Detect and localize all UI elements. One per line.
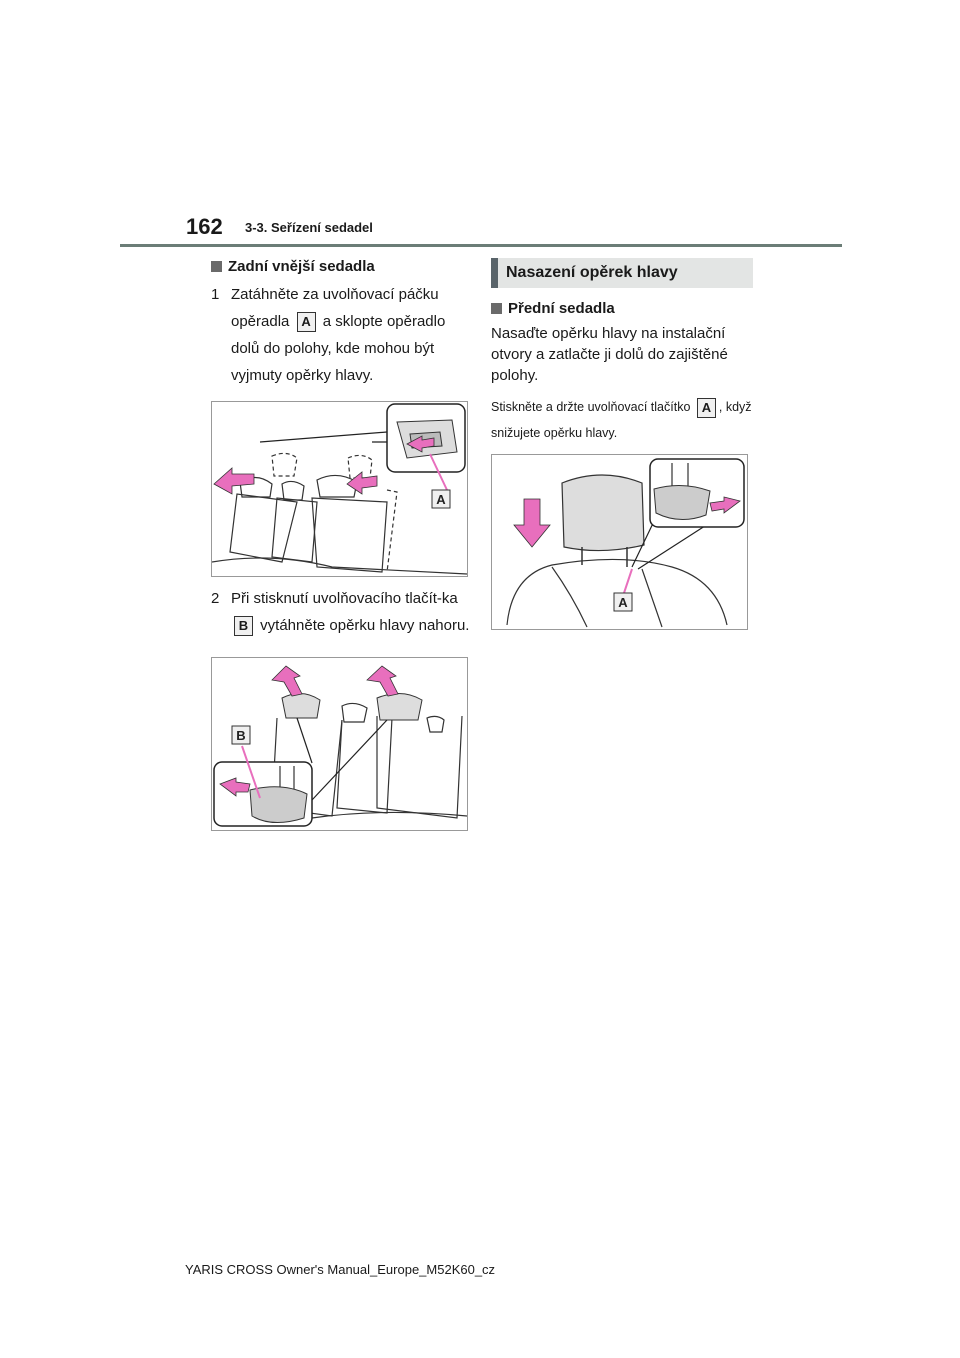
subheading-rear-seats bbox=[211, 258, 473, 275]
footer: YARIS CROSS Owner's Manual_Europe_M52K60_cz bbox=[185, 1262, 496, 1277]
marker-a: A bbox=[297, 312, 316, 332]
marker-b: B bbox=[234, 616, 253, 636]
square-bullet-icon bbox=[211, 261, 222, 272]
subheading-text: Zadní vnější sedadla bbox=[228, 258, 375, 275]
figure2-label: B bbox=[236, 728, 246, 743]
note-text-before: Stiskněte a držte uvolňovací tlačítko bbox=[491, 400, 691, 414]
instruction-paragraph: Nasaďte opěrku hlavy na instalační otvory a zatlačte ji dolů do zajištěné polohy. bbox=[491, 325, 728, 384]
note-text bbox=[491, 394, 753, 446]
step-text bbox=[231, 585, 473, 639]
figure-headrest-removal bbox=[211, 657, 468, 831]
page-number: 162 bbox=[186, 214, 223, 239]
left-column bbox=[211, 256, 473, 831]
step-text bbox=[231, 281, 473, 389]
figure3-label: A bbox=[618, 595, 628, 610]
step-text-after: a sklopte opěradlo dolů do polohy, kde mohou být vyjmuty opěrky hlavy. bbox=[231, 313, 446, 384]
note-text-after: , když snižujete opěrku hlavy. bbox=[491, 400, 752, 440]
figure-front-headrest bbox=[491, 454, 748, 630]
subheading-text: Přední sedadla bbox=[508, 300, 615, 317]
step-number: 1 bbox=[211, 286, 220, 303]
section-header: 3-3. Seřízení sedadel bbox=[245, 220, 373, 235]
step-1 bbox=[211, 281, 473, 389]
section-title-bar bbox=[491, 258, 753, 288]
figure-rear-seat-fold bbox=[211, 401, 468, 577]
square-bullet-icon bbox=[491, 303, 502, 314]
section-title: Nasazení opěrek hlavy bbox=[506, 264, 678, 281]
step-text-before: Při stisknutí uvolňovacího tlačít-ka bbox=[231, 590, 458, 607]
subheading-front-seats bbox=[491, 300, 753, 317]
step-text-before: Zatáhněte za uvolňovací páčku opěradla bbox=[231, 286, 439, 330]
step-number: 2 bbox=[211, 590, 220, 607]
marker-a: A bbox=[697, 398, 716, 418]
step-2 bbox=[211, 585, 473, 639]
right-column bbox=[491, 256, 753, 630]
figure1-label: A bbox=[436, 492, 446, 507]
step-text-after: vytáhněte opěrku hlavy nahoru. bbox=[260, 617, 470, 634]
header-rule bbox=[120, 244, 842, 247]
